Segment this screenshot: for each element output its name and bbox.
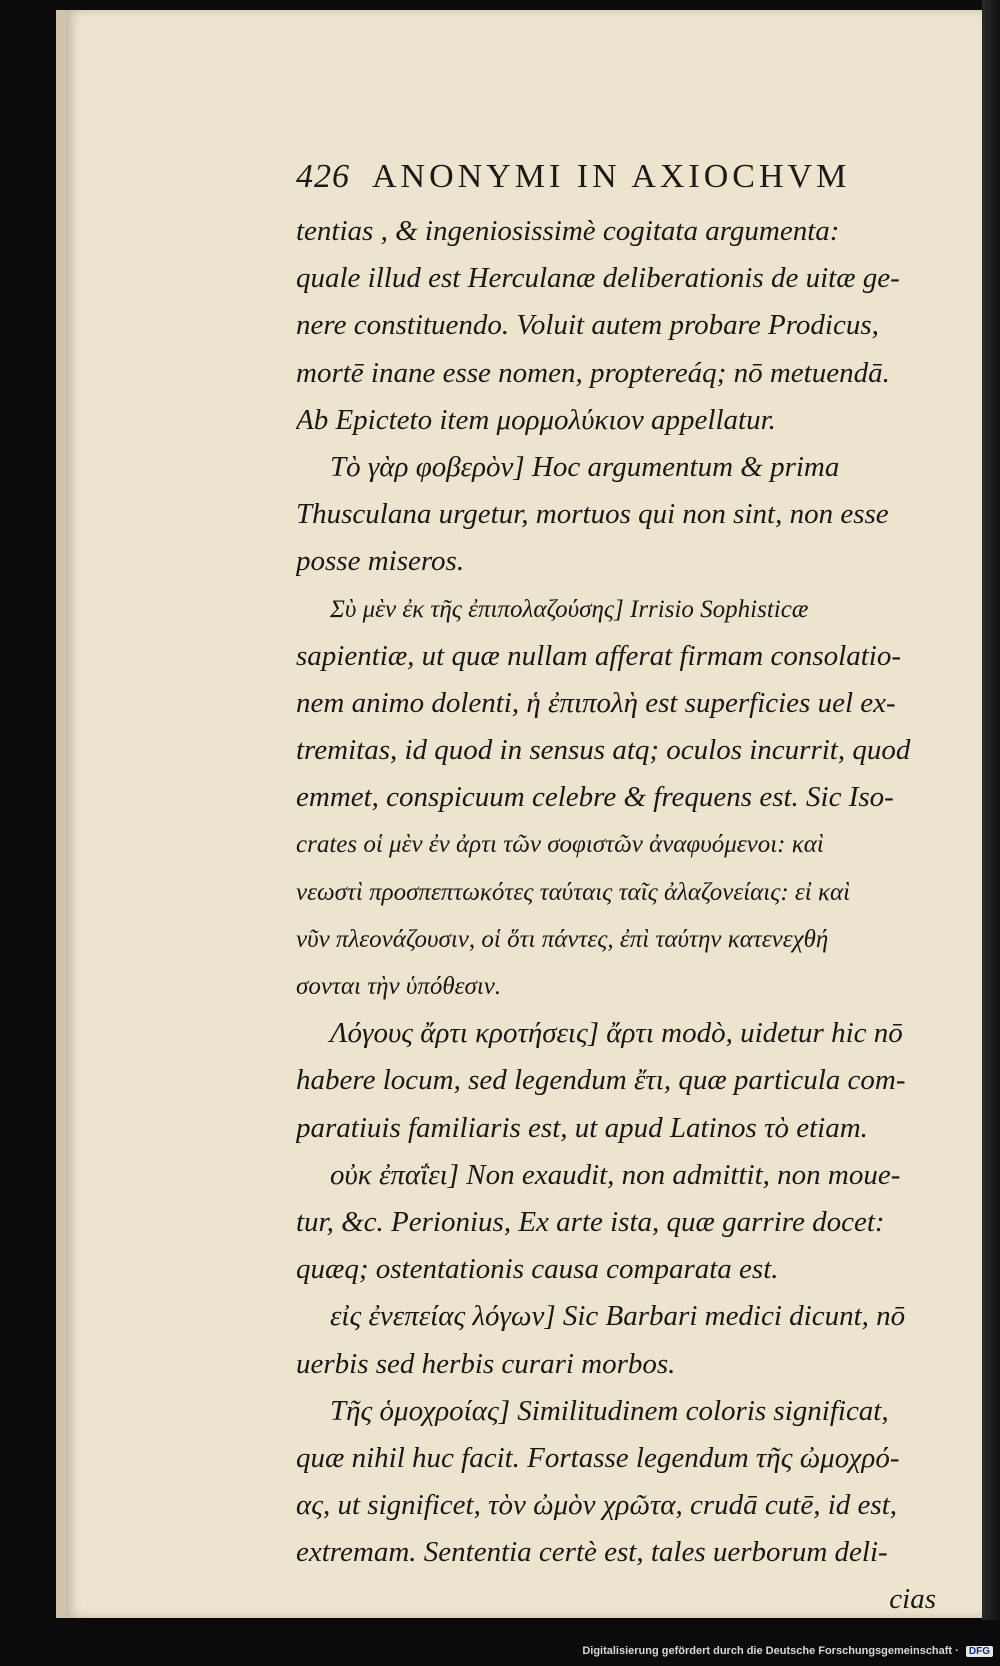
running-head <box>296 158 936 196</box>
greek-line: νῦν πλεονάζουσιν, οἱ ὅτι πάντες, ἐπὶ ταύτην κατενεχθή <box>296 925 829 953</box>
greek-line: νεωστὶ προσπεπτωκότες ταύταις ταῖς ἀλαζονείαις: εἰ καὶ <box>296 878 851 906</box>
text-line: quæq; ostentationis causa comparata est. <box>296 1253 779 1286</box>
text-line: tentias , & ingeniosissimè cogitata argumenta: <box>296 215 840 247</box>
text-line: Ab Epicteto item μορμολύκιον appellatur. <box>296 403 776 436</box>
lemma-line: Λόγους ἄρτι κροτήσεις] ἄρτι modò, uidetur hic nō <box>330 1017 903 1050</box>
lemma-line: Σὺ μὲν ἐκ τῆς ἐπιπολαζούσης] Irrisio Sophisticæ <box>330 595 809 623</box>
greek-line: σονται τὴν ὑπόθεσιν. <box>296 973 502 1000</box>
text-line: mortē inane esse nomen, proptereáq; nō metuendā. <box>296 356 890 389</box>
lemma-line: εἰς ἐνεπείας λόγων] Sic Barbari medici dicunt, nō <box>330 1300 906 1333</box>
text-line: posse miseros. <box>296 545 465 578</box>
page-edge-shadow <box>982 0 1000 1620</box>
text-line: paratiuis familiaris est, ut apud Latinos τὸ etiam. <box>296 1111 868 1144</box>
page-number: 426 <box>296 158 350 195</box>
dfg-logo: DFG <box>966 1646 993 1657</box>
greek-line: crates οἱ μὲν ἐν ἀρτι τῶν σοφιστῶν ἀναφυόμενοι: καὶ <box>296 831 824 859</box>
text-line: tur, &c. Perionius, Ex arte ista, quæ garrire docet: <box>296 1205 885 1238</box>
text-line: emmet, conspicuum celebre & frequens est. Sic Iso- <box>296 781 894 814</box>
digitization-credit <box>0 1645 993 1657</box>
text-line: extremam. Sententia certè est, tales uerborum deli- <box>296 1536 888 1569</box>
lemma-line: οὐκ ἐπαΐει] Non exaudit, non admittit, non moue- <box>330 1158 901 1191</box>
text-line: Thusculana urgetur, mortuos qui non sint, non esse <box>296 498 889 531</box>
text-line: nere constituendo. Voluit autem probare Prodicus, <box>296 309 879 342</box>
running-title: ANONYMI IN AXIOCHVM <box>372 158 851 195</box>
text-line: quæ nihil huc facit. Fortasse legendum τῆς ὠμοχρό- <box>296 1441 900 1474</box>
commentary-text <box>296 208 936 1624</box>
text-line: nem animo dolenti, ἡ ἐπιπολὴ est superficies uel ex- <box>296 686 896 719</box>
text-line: sapientiæ, ut quæ nullam afferat firmam consolatio- <box>296 639 901 672</box>
lemma-line: Τῆς ὁμοχροίας] Similitudinem coloris significat, <box>330 1394 889 1427</box>
text-line: tremitas, id quod in sensus atq; oculos incurrit, quod <box>296 734 911 767</box>
credit-text: Digitalisierung gefördert durch die Deutsche Forschungsgemeinschaft · <box>582 1645 959 1657</box>
text-line: ας, ut significet, τὸν ὠμὸν χρῶτα, crudā cutē, id est, <box>296 1489 897 1522</box>
text-line: quale illud est Herculanæ deliberationis de uitæ ge- <box>296 262 900 295</box>
text-line: habere locum, sed legendum ἔτι, quæ particula com- <box>296 1064 906 1097</box>
text-line: uerbis sed herbis curari morbos. <box>296 1347 676 1380</box>
catchword: cias <box>889 1583 936 1616</box>
lemma-line: Τὸ γὰρ φοβερὸν] Hoc argumentum & prima <box>330 450 840 483</box>
